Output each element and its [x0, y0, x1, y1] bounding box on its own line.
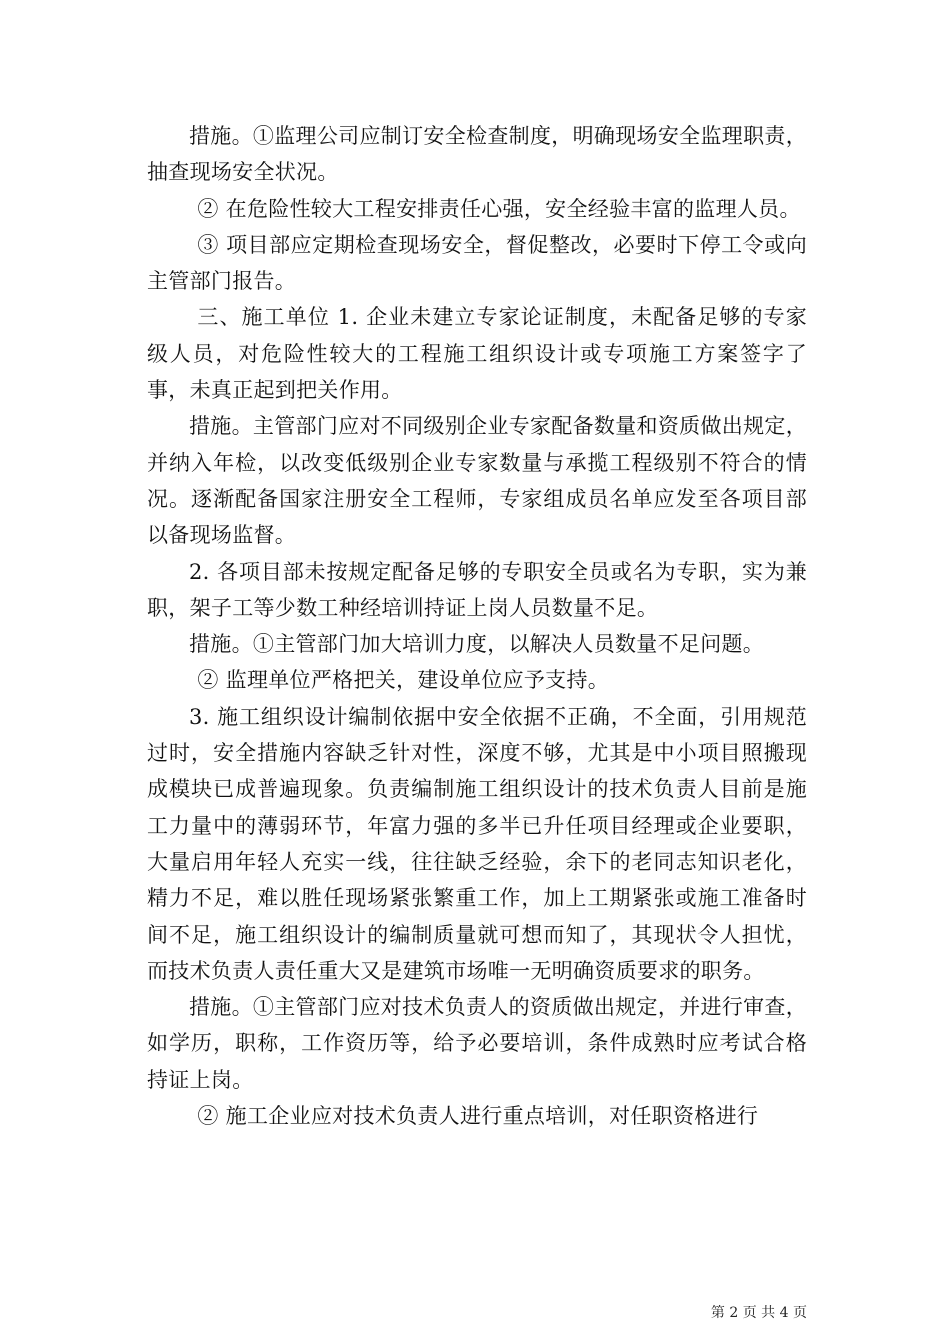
paragraph-8: ② 监理单位严格把关，建设单位应予支持。: [197, 668, 610, 693]
paragraph-1: 措施。①监理公司应制订安全检查制度，明确现场安全监理职责，抽查现场安全状况。: [147, 124, 807, 185]
paragraph-10: 措施。①主管部门应对技术负责人的资质做出规定，并进行审查，如学历，职称，工作资历等，给予必要培训，条件成熟时应考试合格持证上岗。: [147, 995, 807, 1092]
paragraph-5: 措施。主管部门应对不同级别企业专家配备数量和资质做出规定，并纳入年检，以改变低级别企业专家数量与承揽工程级别不符合的情况。逐渐配备国家注册安全工程师，专家组成员名单应发至各项目部以备现场监督。: [147, 414, 807, 548]
paragraph-3: ③ 项目部应定期检查现场安全，督促整改，必要时下停工令或向主管部门报告。: [147, 232, 807, 294]
paragraph-6: 2. 各项目部未按规定配备足够的专职安全员或名为专职，实为兼职，架子工等少数工种经培训持证上岗人员数量不足。: [147, 559, 807, 620]
paragraph-4: 三、施工单位 1. 企业未建立专家论证制度，未配备足够的专家级人员，对危险性较大的工程施工组织设计或专项施工方案签字了事，未真正起到把关作用。: [147, 305, 807, 403]
paragraph-11: ② 施工企业应对技术负责人进行重点培训，对任职资格进行: [197, 1104, 759, 1129]
paragraph-9: 3. 施工组织设计编制依据中安全依据不正确，不全面，引用规范过时，安全措施内容缺乏针对性，深度不够，尤其是中小项目照搬现成模块已成普遍现象。负责编制施工组织设计的技术负责人目前是施工力量中的薄弱环节，年富力强的多半已升任项目经理或企业要职，大量启用年轻人充实一线，往往缺乏经验，余下的老同志知识老化，精力不足，难以胜任现场紧张繁重工作，加上工期紧张或施工准备时间不足，施工组织设计的编制质量就可想而知了，其现状令人担忧，而技术负责人责任重大又是建筑市场唯一无明确资质要求的职务。: [147, 704, 807, 983]
page-number-footer: 第 2 页 共 4 页: [710, 1305, 807, 1321]
paragraph-7: 措施。①主管部门加大培训力度，以解决人员数量不足问题。: [189, 632, 765, 657]
paragraph-2: ② 在危险性较大工程安排责任心强，安全经验丰富的监理人员。: [197, 196, 801, 221]
document-body: [147, 118, 807, 1134]
